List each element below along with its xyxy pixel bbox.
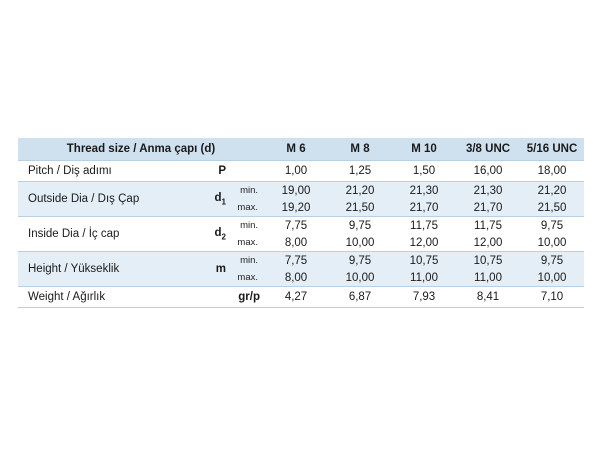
row-minmax-min: min. (230, 217, 264, 235)
cell-value: 8,00 (264, 234, 328, 252)
row-minmax-max: max. (230, 199, 264, 217)
cell-value: 11,75 (392, 217, 456, 235)
row-symbol-inside-dia (200, 217, 230, 252)
cell-value: 6,87 (328, 287, 392, 308)
table-row (18, 182, 584, 200)
cell-value: 10,75 (392, 252, 456, 270)
cell-value: 12,00 (392, 234, 456, 252)
row-symbol-pitch: P (200, 161, 230, 182)
cell-value: 8,41 (456, 287, 520, 308)
header-col-3: M 10 (392, 138, 456, 161)
cell-value: 1,50 (392, 161, 456, 182)
cell-value: 10,00 (328, 269, 392, 287)
row-symbol-height: m (200, 252, 230, 287)
cell-value: 12,00 (456, 234, 520, 252)
cell-value: 19,00 (264, 182, 328, 200)
header-col-2: M 8 (328, 138, 392, 161)
table-row (18, 287, 584, 308)
row-minmax-pitch (230, 161, 264, 182)
row-symbol-outside-dia (200, 182, 230, 217)
row-label-outside-dia: Outside Dia / Dış Çap (18, 182, 200, 217)
cell-value: 7,10 (520, 287, 584, 308)
cell-value: 11,00 (392, 269, 456, 287)
cell-value: 16,00 (456, 161, 520, 182)
table-row (18, 217, 584, 235)
cell-value: 18,00 (520, 161, 584, 182)
row-minmax-max: max. (230, 234, 264, 252)
row-label-inside-dia: Inside Dia / İç cap (18, 217, 200, 252)
row-label-weight: Weight / Ağırlık (18, 287, 200, 308)
cell-value: 10,00 (328, 234, 392, 252)
cell-value: 7,93 (392, 287, 456, 308)
cell-value: 21,50 (520, 199, 584, 217)
table-row (18, 252, 584, 270)
cell-value: 9,75 (328, 252, 392, 270)
cell-value: 11,00 (456, 269, 520, 287)
cell-value: 19,20 (264, 199, 328, 217)
cell-value: 21,30 (456, 182, 520, 200)
cell-value: 21,70 (456, 199, 520, 217)
cell-value: 1,25 (328, 161, 392, 182)
symbol-base: d (214, 226, 222, 239)
cell-value: 21,30 (392, 182, 456, 200)
cell-value: 4,27 (264, 287, 328, 308)
table-row (18, 161, 584, 182)
symbol-subscript: 1 (221, 197, 226, 207)
symbol-subscript: 2 (221, 232, 226, 242)
cell-value: 10,00 (520, 234, 584, 252)
row-label-height: Height / Yükseklik (18, 252, 200, 287)
cell-value: 1,00 (264, 161, 328, 182)
row-symbol-weight: gr/p (200, 287, 264, 308)
cell-value: 21,70 (392, 199, 456, 217)
cell-value: 21,20 (328, 182, 392, 200)
row-minmax-max: max. (230, 269, 264, 287)
cell-value: 11,75 (456, 217, 520, 235)
cell-value: 21,50 (328, 199, 392, 217)
cell-value: 8,00 (264, 269, 328, 287)
header-col-1: M 6 (264, 138, 328, 161)
specification-table (18, 138, 584, 308)
header-col-5: 5/16 UNC (520, 138, 584, 161)
cell-value: 9,75 (520, 217, 584, 235)
symbol-base: d (214, 191, 222, 204)
row-label-pitch: Pitch / Diş adımı (18, 161, 200, 182)
cell-value: 9,75 (328, 217, 392, 235)
table-header-row (18, 138, 584, 161)
cell-value: 21,20 (520, 182, 584, 200)
header-col-4: 3/8 UNC (456, 138, 520, 161)
cell-value: 10,75 (456, 252, 520, 270)
cell-value: 10,00 (520, 269, 584, 287)
row-minmax-min: min. (230, 252, 264, 270)
header-thread-size: Thread size / Anma çapı (d) (18, 138, 264, 161)
row-minmax-min: min. (230, 182, 264, 200)
cell-value: 9,75 (520, 252, 584, 270)
cell-value: 7,75 (264, 217, 328, 235)
cell-value: 7,75 (264, 252, 328, 270)
